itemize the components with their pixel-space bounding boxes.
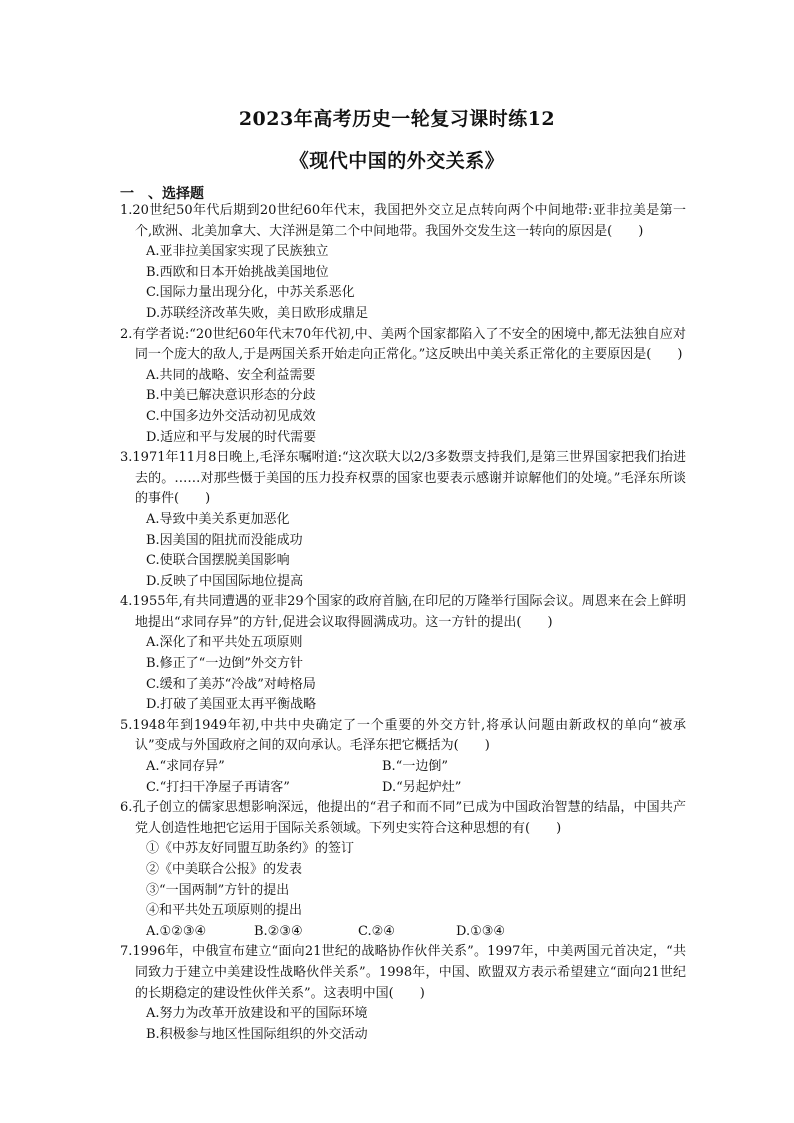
question-6: [120, 798, 686, 942]
statement-2: ②《中美联合公报》的发表: [146, 862, 303, 877]
question-1: [120, 201, 686, 325]
option-c: C.使联合国摆脱美国影响: [146, 553, 290, 569]
option-row: [120, 922, 686, 943]
question-2: [120, 325, 686, 449]
option-b: B.②③④: [254, 923, 303, 939]
option-c: C.国际力量出现分化，中苏关系恶化: [146, 285, 355, 301]
option-a: A.“求同存异”: [146, 759, 225, 775]
document-title: 2023年高考历史一轮复习课时练12: [238, 108, 556, 130]
option-a: A.亚非拉美国家实现了民族独立: [146, 244, 329, 260]
question-stem: 7.1996年，中俄宣布建立“面向21世纪的战略协作伙伴关系”。1997年，中美两国元首决定，“共同致力于建立中美建设性战略伙伴关系”。1998年，中国、欧盟双方表示希望建立“面向21世纪的长期稳定的建设性伙伴关系”。这表明中国( ): [120, 944, 686, 1001]
option-row: [120, 778, 686, 799]
option-a: A.努力为改革开放建设和平的国际环境: [146, 1006, 368, 1022]
question-stem: 2.有学者说:“20世纪60年代末70年代初,中、美两个国家都陷入了不安全的困境中,都无法独自应对同一个庞大的敌人,于是两国关系开始走向正常化。”这反映出中美关系正常化的主要原因是( ): [120, 326, 686, 363]
question-stem: 3.1971年11月8日晚上,毛泽东嘱咐道:“这次联大以2/3多数票支持我们,是第三世界国家把我们抬进去的。……对那些慑于美国的压力投弃权票的国家也要表示感谢并谅解他们的处境。”毛泽东所谈的事件( ): [120, 450, 686, 507]
statement-3: ③“一国两制”方针的提出: [146, 882, 290, 898]
question-4: [120, 592, 686, 716]
option-row: [120, 757, 686, 778]
question-3: [120, 448, 686, 592]
section-heading: 一 、选择题: [120, 186, 204, 202]
option-b: B.因美国的阻扰而没能成功: [146, 532, 303, 548]
option-a: A.导致中美关系更加恶化: [146, 511, 290, 527]
statement-1: ①《中苏友好同盟互助条约》的签订: [146, 841, 355, 857]
option-c: C.“打扫干净屋子再请客”: [146, 779, 290, 795]
option-c: C.缓和了美苏“冷战”对峙格局: [146, 676, 316, 692]
option-d: D.打破了美国亚太再平衡战略: [146, 697, 317, 713]
document-subtitle: 《现代中国的外交关系》: [289, 150, 505, 172]
statement-4: ④和平共处五项原则的提出: [146, 903, 303, 919]
option-a: A.深化了和平共处五项原则: [146, 635, 303, 651]
option-b: B.“一边倒”: [382, 759, 448, 775]
option-b: B.中美已解决意识形态的分歧: [146, 388, 316, 404]
option-c: C.中国多边外交活动初见成效: [146, 408, 316, 424]
question-stem: 5.1948年到1949年初,中共中央确定了一个重要的外交方针,将承认问题由新政权的单向“被承认”变成与外国政府之间的双向承认。毛泽东把它概括为( ): [120, 717, 686, 754]
question-stem: 6.孔子创立的儒家思想影响深远，他提出的“君子和而不同”已成为中国政治智慧的结晶，中国共产党人创造性地把它运用于国际关系领域。下列史实符合这种思想的有( ): [120, 800, 686, 836]
option-d: D.反映了中国国际地位提高: [146, 573, 304, 589]
option-b: B.西欧和日本开始挑战美国地位: [146, 264, 329, 280]
question-5: [120, 716, 686, 798]
question-stem: 1.20世纪50年代后期到20世纪60年代末，我国把外交立足点转向两个中间地带:亚非拉美是第一个,欧洲、北美加拿大、大洋洲是第二个中间地带。我国外交发生这一转向的原因是( ): [120, 203, 686, 239]
option-d: D.适应和平与发展的时代需要: [146, 429, 317, 445]
option-a: A.共同的战略、安全利益需要: [146, 367, 316, 383]
option-d: D.①③④: [456, 923, 506, 939]
question-stem: 4.1955年,有共同遭遇的亚非29个国家的政府首脑,在印尼的万隆举行国际会议。周恩来在会上鲜明地提出“求同存异”的方针,促进会议取得圆满成功。这一方针的提出( ): [120, 594, 686, 630]
option-b: B.积极参与地区性国际组织的外交活动: [146, 1026, 368, 1042]
option-b: B.修正了“一边倒”外交方针: [146, 656, 303, 672]
question-7: [120, 942, 686, 1045]
option-d: D.“另起炉灶”: [382, 779, 462, 795]
question-list: [120, 201, 686, 1045]
option-d: D.苏联经济改革失败，美日欧形成鼎足: [146, 305, 369, 321]
option-c: C.②④: [358, 923, 395, 939]
option-a: A.①②③④: [146, 923, 207, 939]
